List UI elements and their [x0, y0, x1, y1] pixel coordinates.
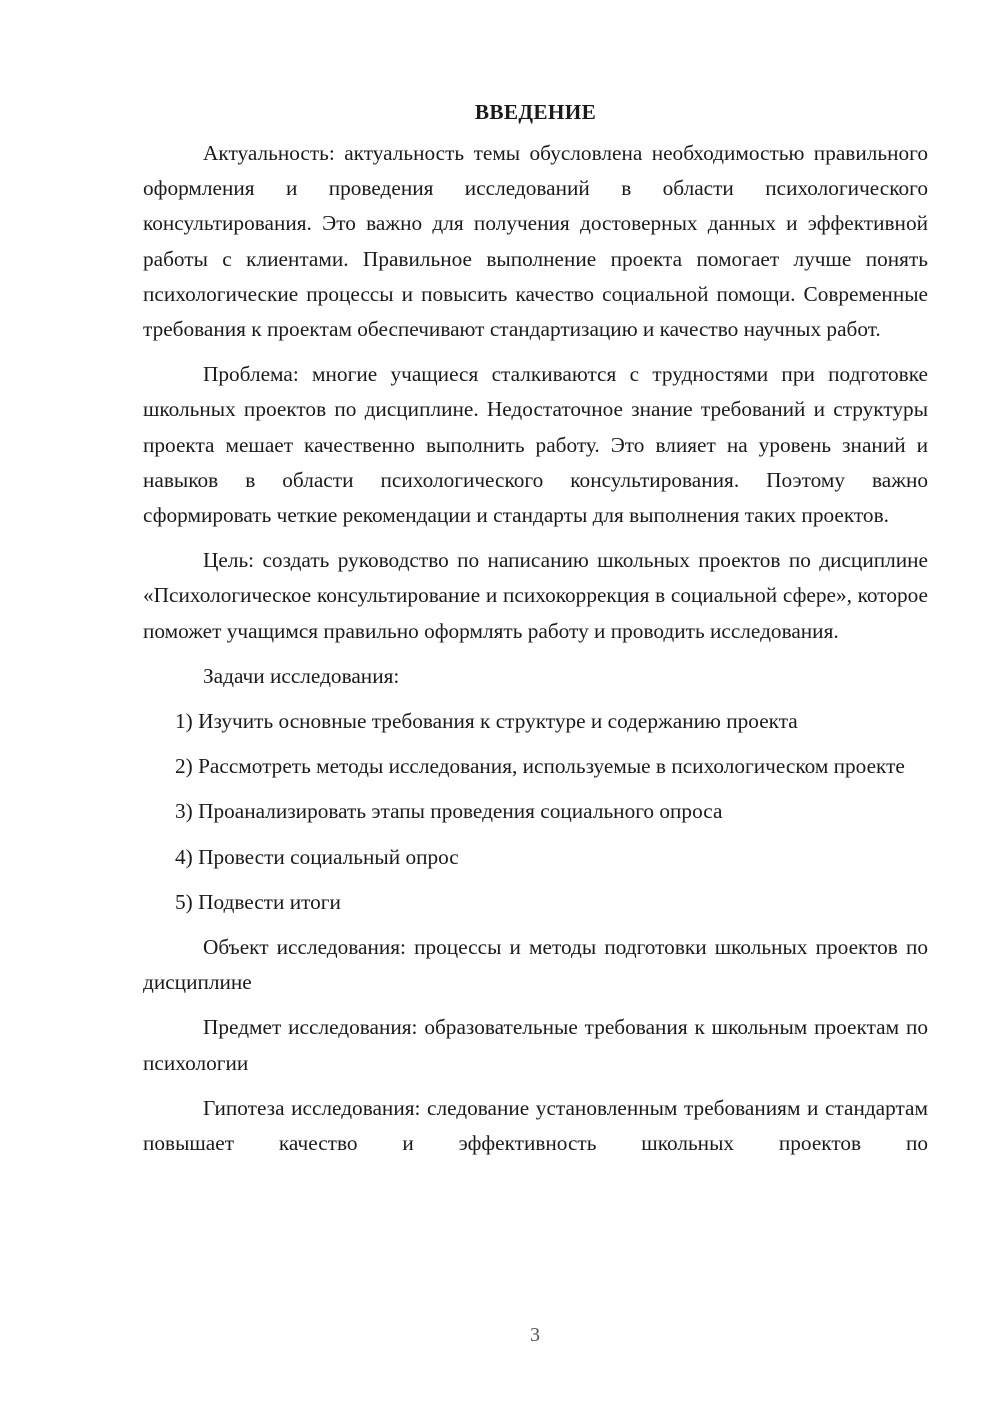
paragraph-subject: Предмет исследования: образовательные требования к школьным проектам по психологии	[143, 1015, 928, 1075]
paragraph-hypothesis: Гипотеза исследования: следование установленным требованиям и стандартам повышает качество и эффективность школьных проектов по	[143, 1095, 928, 1156]
paragraph-object: Объект исследования: процессы и методы подготовки школьных проектов по дисциплине	[143, 935, 928, 995]
page-number: 3	[530, 1324, 540, 1346]
task-item-4: 4) Провести социальный опрос	[175, 844, 459, 869]
tasks-heading: Задачи исследования:	[203, 663, 400, 688]
paragraph-relevance: Актуальность: актуальность темы обусловлена необходимостью правильного оформления и проведения исследований в области психологического консультирования. Это важно для получения достоверных данных и эффективной работы с клиентами. Правильное выполнение проекта помогает лучше понять психологические процессы и повысить качество социальной помощи. Современные требования к проектам обеспечивают стандартизацию и качество научных работ.	[143, 141, 928, 342]
paragraph-problem: Проблема: многие учащиеся сталкиваются с трудностями при подготовке школьных проектов по дисциплине. Недостаточное знание требований и структуры проекта мешает качественно выполнить работу. Это влияет на уровень знаний и навыков в области психологического консультирования. Поэтому важно сформировать четкие рекомендации и стандарты для выполнения таких проектов.	[143, 362, 928, 528]
task-item-1: 1) Изучить основные требования к структуре и содержанию проекта	[175, 709, 798, 734]
paragraph-goal: Цель: создать руководство по написанию школьных проектов по дисциплине «Психологическое консультирование и психокоррекция в социальной сфере», которое поможет учащимся правильно оформлять работу и проводить исследования.	[143, 548, 928, 643]
task-item-3: 3) Проанализировать этапы проведения социального опроса	[175, 799, 723, 824]
task-item-5: 5) Подвести итоги	[175, 889, 341, 914]
task-item-2: 2) Рассмотреть методы исследования, используемые в психологическом проекте	[175, 754, 905, 779]
section-title: ВВЕДЕНИЕ	[474, 100, 597, 124]
document-page	[143, 96, 928, 1171]
